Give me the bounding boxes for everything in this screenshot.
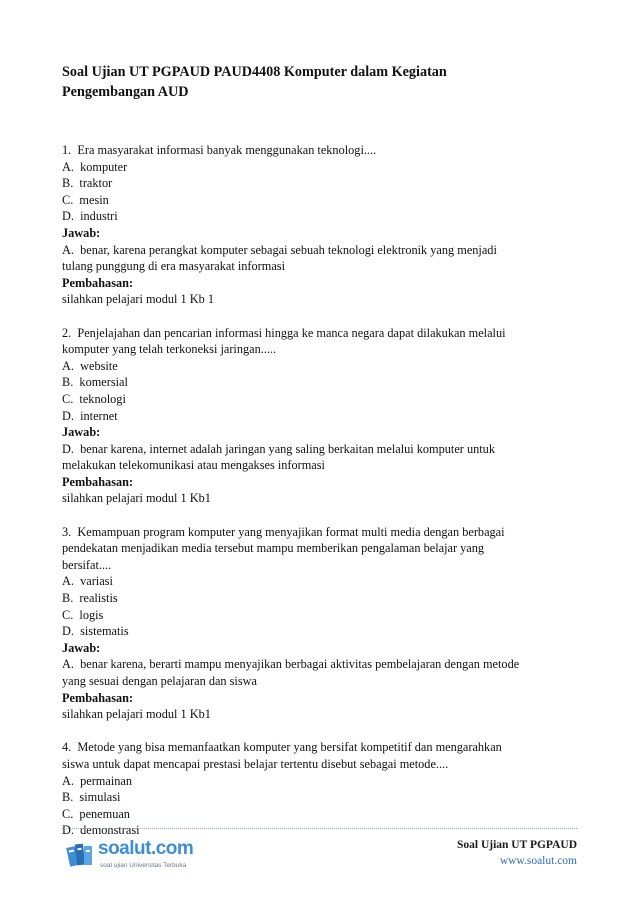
answer-label: Jawab:	[62, 640, 101, 655]
discussion-label: Pembahasan:	[62, 275, 134, 290]
answer-option: D. demonstrasi	[62, 823, 140, 838]
page-title	[62, 62, 582, 102]
question-text: pendekatan menjadikan media tersebut mampu memberikan pengalaman belajar yang	[62, 541, 485, 556]
answer-option: C. logis	[62, 607, 104, 622]
title-line: Soal Ujian UT PGPAUD PAUD4408 Komputer dalam Kegiatan	[62, 64, 447, 80]
answer-option: A. komputer	[62, 159, 128, 174]
question-text: siswa untuk dapat mencapai prestasi belajar tertentu disebut sebagai metode....	[62, 756, 449, 771]
question-block	[62, 142, 582, 308]
answer-label: Jawab:	[62, 225, 101, 240]
question-text: komputer yang telah terkoneksi jaringan.....	[62, 342, 277, 357]
question-text: 3. Kemampuan program komputer yang menyajikan format multi media dengan berbagai	[62, 524, 505, 539]
discussion-label: Pembahasan:	[62, 474, 134, 489]
answer-option: C. teknologi	[62, 391, 126, 406]
question-block	[62, 524, 582, 723]
answer-text: melakukan telekomunikasi atau mengakses informasi	[62, 458, 325, 473]
answer-option: D. industri	[62, 209, 118, 224]
discussion-label: Pembahasan:	[62, 690, 134, 705]
answer-option: B. simulasi	[62, 790, 121, 805]
question-list	[62, 142, 582, 856]
question-block	[62, 325, 582, 508]
logo-tagline: soal ujian Universitas Terbuka	[100, 862, 187, 869]
answer-option: C. penemuan	[62, 806, 130, 821]
footer-info	[457, 837, 577, 869]
question-text: 4. Metode yang bisa memanfaatkan komputer yang bersifat kompetitif dan mengarahkan	[62, 740, 502, 755]
logo-text: soalut.com	[98, 838, 194, 859]
soalut-logo[interactable]	[66, 838, 206, 872]
title-line: Pengembangan AUD	[62, 84, 189, 100]
footer-title: Soal Ujian UT PGPAUD	[456, 839, 577, 851]
discussion-text: silahkan pelajari modul 1 Kb1	[62, 491, 211, 506]
answer-option: A. variasi	[62, 574, 113, 589]
answer-option: B. realistis	[62, 591, 118, 606]
books-icon	[66, 838, 96, 868]
answer-label: Jawab:	[62, 425, 101, 440]
answer-text: yang sesuai dengan pelajaran dan siswa	[62, 674, 257, 688]
discussion-text: silahkan pelajari modul 1 Kb 1	[62, 292, 214, 307]
answer-option: D. internet	[62, 408, 118, 423]
answer-text: D. benar karena, internet adalah jaringan yang saling berkaitan melalui komputer untuk	[62, 441, 495, 456]
answer-option: A. website	[62, 358, 118, 373]
answer-option: A. permainan	[62, 773, 132, 788]
question-text: bersifat....	[62, 557, 112, 572]
answer-text: tulang punggung di era masyarakat informasi	[62, 259, 285, 274]
answer-option: B. komersial	[62, 375, 128, 390]
footer-divider	[62, 828, 577, 829]
answer-text: A. benar, karena perangkat komputer sebagai sebuah teknologi elektronik yang menjadi	[62, 242, 497, 257]
question-text: 2. Penjelajahan dan pencarian informasi hingga ke manca negara dapat dilakukan melalui	[62, 325, 506, 340]
discussion-text: silahkan pelajari modul 1 Kb1	[62, 707, 211, 722]
answer-option: D. sistematis	[62, 624, 129, 639]
answer-option: B. traktor	[62, 176, 113, 191]
answer-text: A. benar karena, berarti mampu menyajikan berbagai aktivitas pembelajaran dengan metode	[62, 657, 520, 672]
question-text: 1. Era masyarakat informasi banyak menggunakan teknologi....	[62, 143, 377, 157]
footer-url[interactable]: www.soalut.com	[499, 855, 577, 867]
question-block	[62, 739, 582, 839]
answer-option: C. mesin	[62, 192, 109, 207]
